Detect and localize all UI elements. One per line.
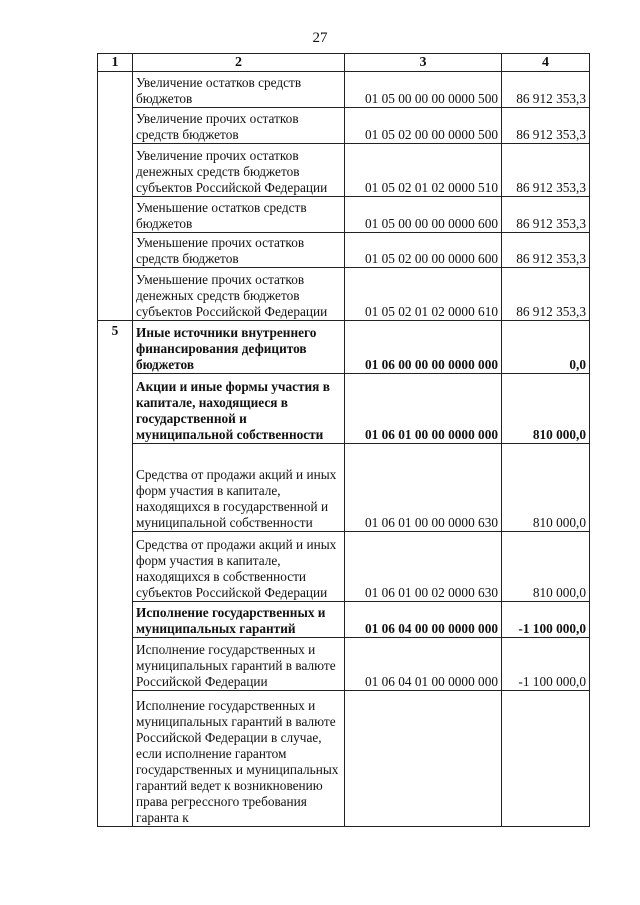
amount-cell: 86 912 353,3 <box>502 144 590 197</box>
table-header <box>98 54 590 72</box>
source-name-cell: Увеличение прочих остатков средств бюджетов <box>133 108 345 144</box>
table-row <box>98 638 590 691</box>
amount-cell: 810 000,0 <box>502 444 590 532</box>
source-name-cell: Исполнение государственных и муниципальных гарантий <box>133 602 345 638</box>
budget-code-cell: 01 06 00 00 00 0000 000 <box>345 321 502 374</box>
column-header-1: 1 <box>98 54 133 72</box>
amount-cell: 0,0 <box>502 321 590 374</box>
budget-code-cell: 01 06 01 00 00 0000 630 <box>345 444 502 532</box>
column-header-3: 3 <box>345 54 502 72</box>
budget-code-cell: 01 06 04 00 00 0000 000 <box>345 602 502 638</box>
table-row <box>98 691 590 827</box>
amount-cell: -1 100 000,0 <box>502 602 590 638</box>
budget-code-cell: 01 06 04 01 00 0000 000 <box>345 638 502 691</box>
budget-code-cell: 01 05 02 00 00 0000 500 <box>345 108 502 144</box>
source-name-cell: Увеличение прочих остатков денежных средств бюджетов субъектов Российской Федерации <box>133 144 345 197</box>
table-row <box>98 72 590 108</box>
source-name-cell: Уменьшение прочих остатков денежных средств бюджетов субъектов Российской Федерации <box>133 268 345 321</box>
budget-code-cell <box>345 691 502 827</box>
table-row <box>98 197 590 233</box>
source-name-cell: Уменьшение остатков средств бюджетов <box>133 197 345 233</box>
source-name-cell: Увеличение остатков средств бюджетов <box>133 72 345 108</box>
table-row <box>98 321 590 374</box>
amount-cell: 810 000,0 <box>502 532 590 602</box>
source-name-cell: Уменьшение прочих остатков средств бюджетов <box>133 233 345 268</box>
table-row <box>98 268 590 321</box>
budget-code-cell: 01 06 01 00 00 0000 000 <box>345 374 502 444</box>
budget-code-cell: 01 05 02 01 02 0000 610 <box>345 268 502 321</box>
header-row <box>98 54 590 72</box>
column-header-4: 4 <box>502 54 590 72</box>
source-name-cell: Средства от продажи акций и иных форм участия в капитале, находящихся в государственной и муниципальной собственности <box>133 444 345 532</box>
budget-code-cell: 01 06 01 00 02 0000 630 <box>345 532 502 602</box>
amount-cell <box>502 691 590 827</box>
table-body <box>98 72 590 827</box>
amount-cell: 86 912 353,3 <box>502 268 590 321</box>
amount-cell: 86 912 353,3 <box>502 197 590 233</box>
amount-cell: 86 912 353,3 <box>502 72 590 108</box>
row-number-cell: 5 <box>98 321 133 827</box>
source-name-cell: Исполнение государственных и муниципальных гарантий в валюте Российской Федерации <box>133 638 345 691</box>
table-row <box>98 444 590 532</box>
amount-cell: -1 100 000,0 <box>502 638 590 691</box>
table-row <box>98 532 590 602</box>
table-row <box>98 144 590 197</box>
column-header-2: 2 <box>133 54 345 72</box>
amount-cell: 810 000,0 <box>502 374 590 444</box>
table-row <box>98 108 590 144</box>
amount-cell: 86 912 353,3 <box>502 108 590 144</box>
source-name-cell: Средства от продажи акций и иных форм участия в капитале, находящихся в собственности субъектов Российской Федерации <box>133 532 345 602</box>
budget-sources-table <box>97 53 590 827</box>
budget-code-cell: 01 05 02 00 00 0000 600 <box>345 233 502 268</box>
table-row <box>98 233 590 268</box>
amount-cell: 86 912 353,3 <box>502 233 590 268</box>
table-row <box>98 374 590 444</box>
budget-code-cell: 01 05 00 00 00 0000 500 <box>345 72 502 108</box>
budget-code-cell: 01 05 00 00 00 0000 600 <box>345 197 502 233</box>
page-number: 27 <box>312 30 328 46</box>
row-number-cell <box>98 72 133 321</box>
budget-code-cell: 01 05 02 01 02 0000 510 <box>345 144 502 197</box>
table-row <box>98 602 590 638</box>
source-name-cell: Акции и иные формы участия в капитале, находящиеся в государственной и муниципальной собственности <box>133 374 345 444</box>
source-name-cell: Исполнение государственных и муниципальных гарантий в валюте Российской Федерации в случае, если исполнение гарантом государственных и муниципальных гарантий ведет к возникновению права регрессного требования гаранта к <box>133 691 345 827</box>
source-name-cell: Иные источники внутреннего финансирования дефицитов бюджетов <box>133 321 345 374</box>
